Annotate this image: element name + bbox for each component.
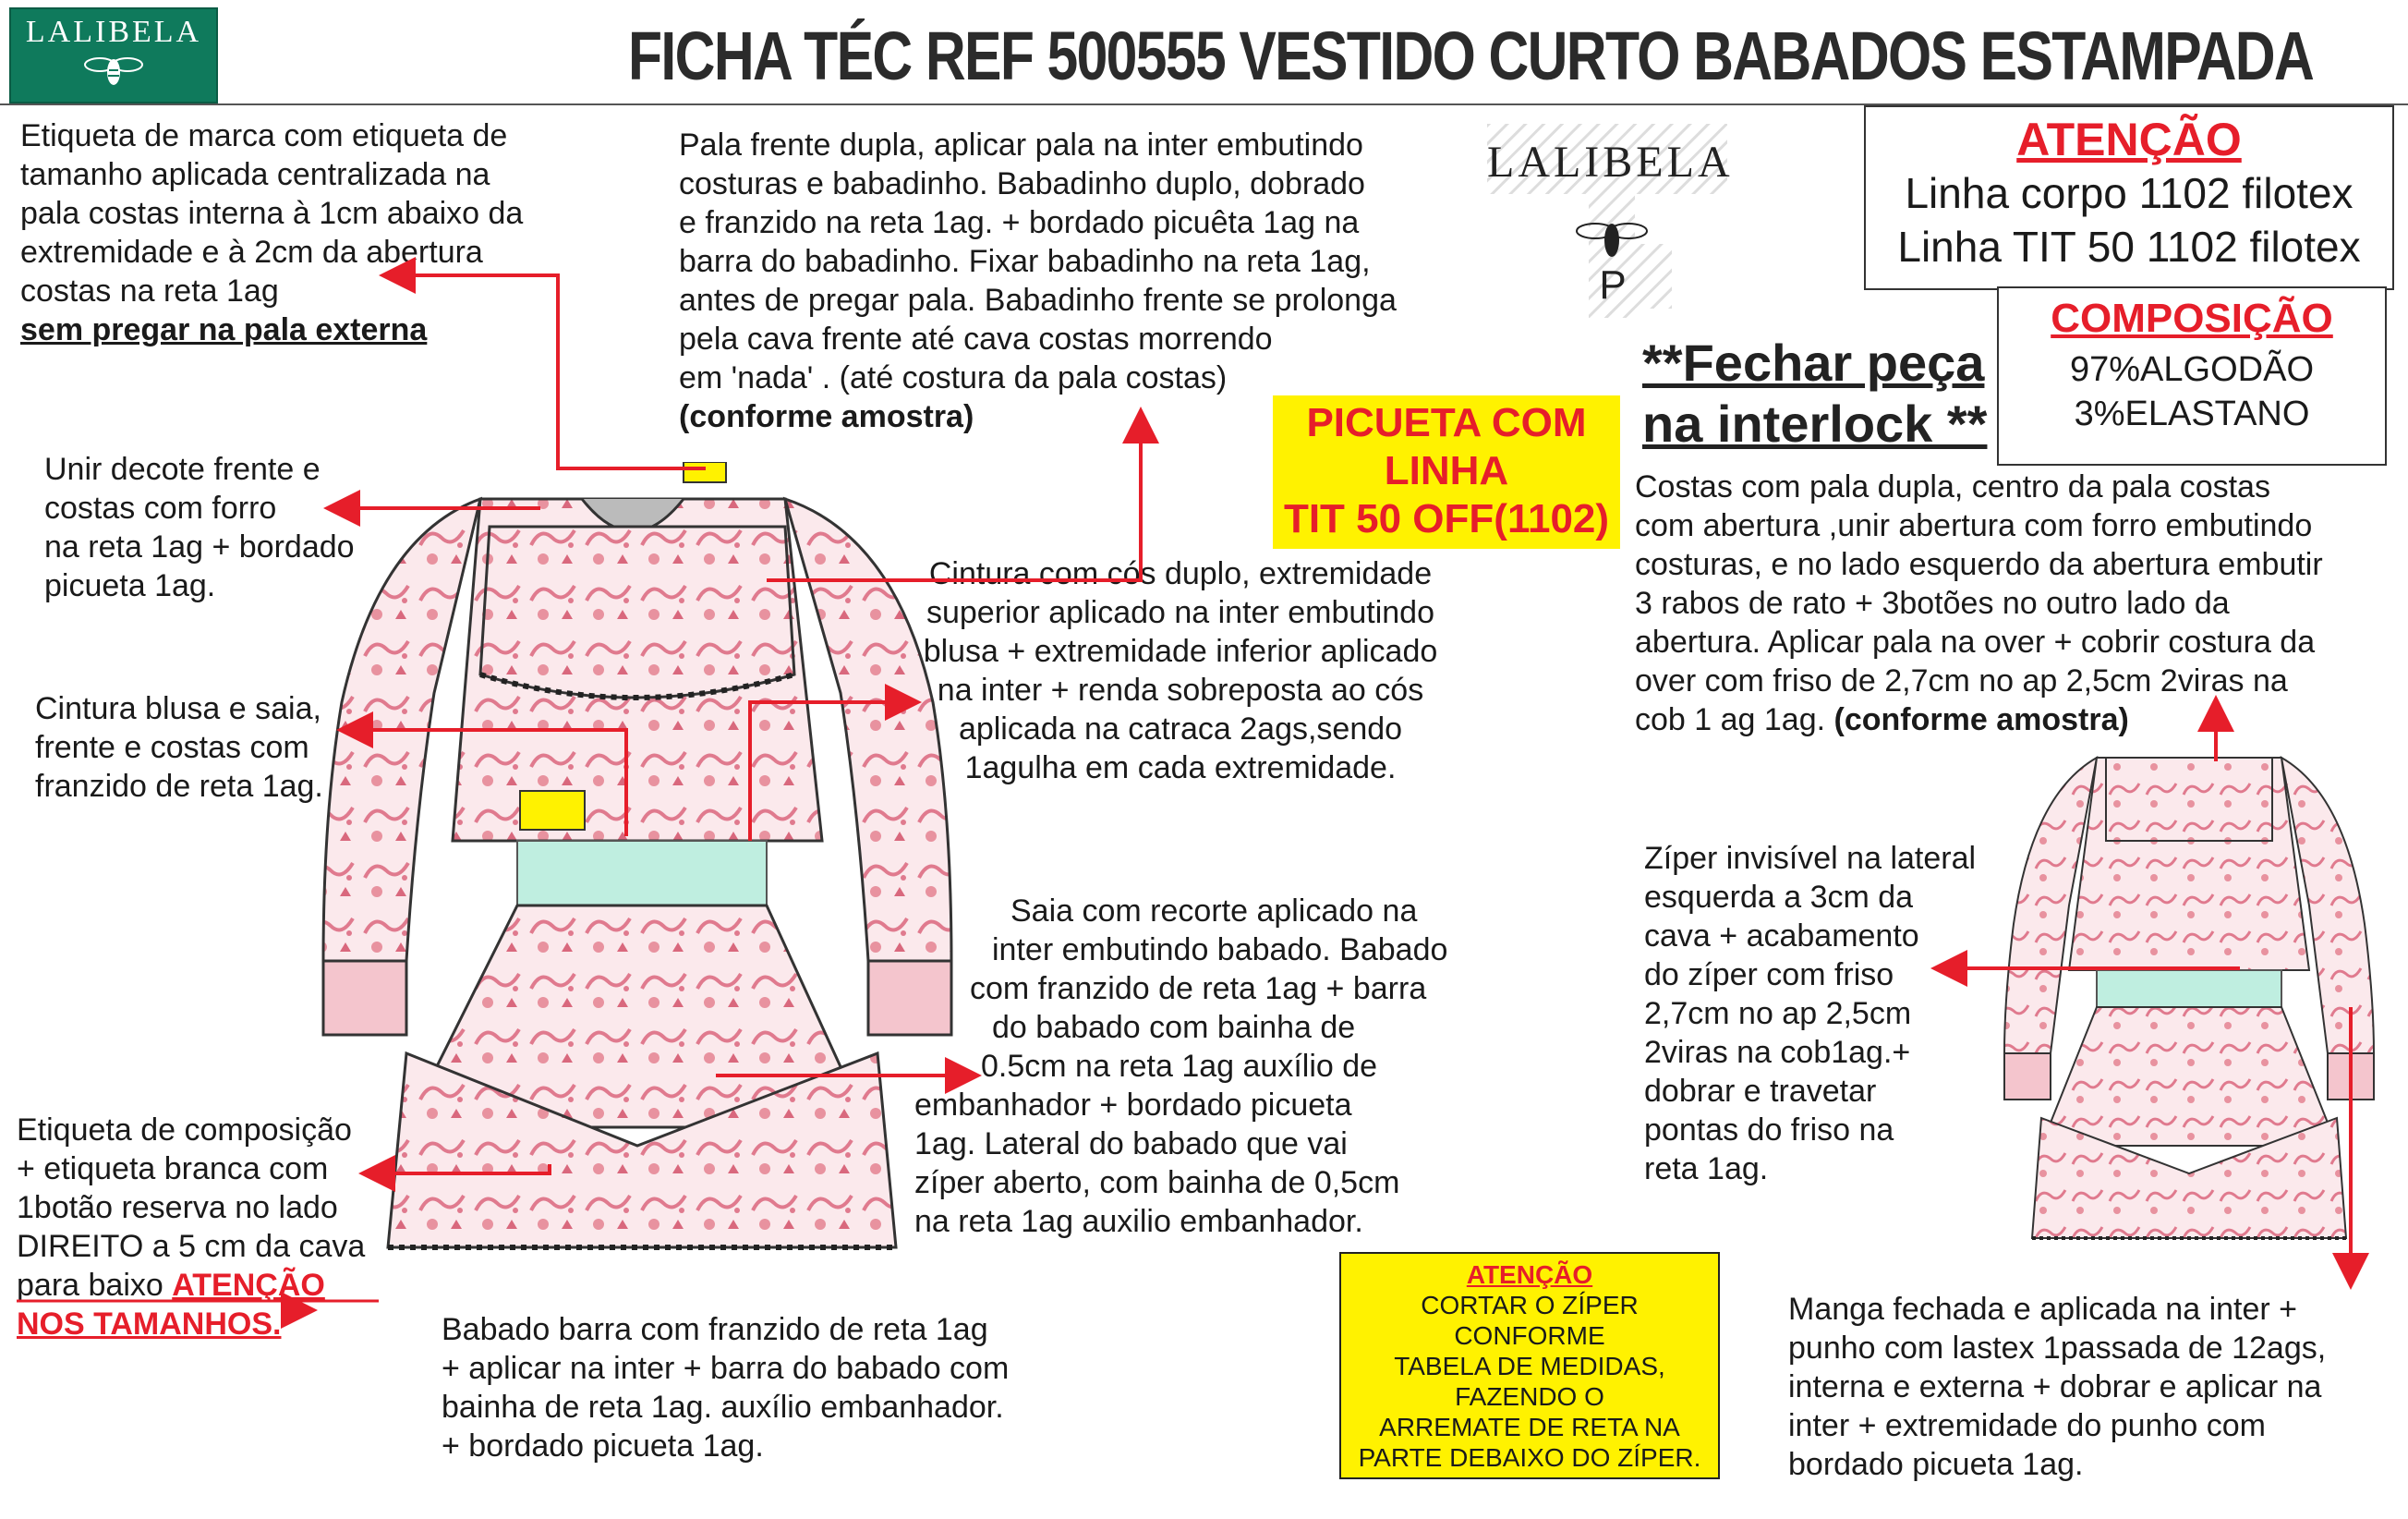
note-line: + aplicar na inter + barra do babado com xyxy=(442,1351,1010,1386)
note-line: costas na reta 1ag xyxy=(20,273,279,309)
note-line: 1agulha em cada extremidade. xyxy=(964,750,1397,785)
note-line: na reta 1ag auxilio embanhador. xyxy=(914,1204,1363,1239)
note-line-bold: (conforme amostra) xyxy=(679,399,974,434)
arrow-brand-label xyxy=(386,275,706,468)
picueta-line-1: PICUETA COM xyxy=(1306,400,1587,445)
arrow-care-label xyxy=(366,1164,550,1173)
note-line: Costas com pala dupla, centro da pala costas xyxy=(1635,469,2270,504)
note-line: over com friso de 2,7cm no ap 2,5cm 2viras na xyxy=(1635,663,2288,699)
note-line: pontas do friso na xyxy=(1644,1112,1894,1148)
note-warning: ATENÇÃO xyxy=(172,1268,325,1303)
note-line: Zíper invisível na lateral xyxy=(1644,841,1977,876)
arrow-waistband xyxy=(750,702,914,841)
note-line: Babado barra com franzido de reta 1ag xyxy=(442,1312,988,1347)
note-line: DIREITO a 5 cm da cava xyxy=(17,1229,366,1264)
note-line: + etiqueta branca com xyxy=(17,1151,329,1186)
arrow-waist-gather xyxy=(344,730,626,836)
note-line: com abertura ,unir abertura com forro embutindo xyxy=(1635,508,2313,543)
note-line-bold: sem pregar na pala externa xyxy=(20,312,428,347)
note-text: para baixo xyxy=(17,1268,163,1303)
note-line: do zíper com friso xyxy=(1644,957,1894,992)
note-line: costas com forro xyxy=(44,491,277,526)
note-line: 1ag. Lateral do babado que vai xyxy=(914,1126,1348,1161)
note-line: frente e costas com xyxy=(35,730,309,765)
note-line: costuras e babadinho. Babadinho duplo, dobrado xyxy=(679,166,1365,201)
note-line: blusa + extremidade inferior aplicado xyxy=(923,634,1438,669)
size-letter: P xyxy=(1599,262,1627,308)
note-line: antes de pregar pala. Babadinho frente se prolonga xyxy=(679,283,1397,318)
brand-logo-text: LALIBELA xyxy=(25,15,202,49)
note-warning: NOS TAMANHOS. xyxy=(17,1306,282,1342)
note-line: embanhador + bordado picueta xyxy=(914,1088,1352,1123)
note-line: cava + acabamento xyxy=(1644,918,1919,954)
note-line: superior aplicado na inter embutindo xyxy=(926,595,1434,630)
note-line: 2viras na cob1ag.+ xyxy=(1644,1035,1911,1070)
note-line: + bordado picueta 1ag. xyxy=(442,1428,764,1464)
picueta-line-2: LINHA xyxy=(1384,448,1509,493)
note-line: Pala frente dupla, aplicar pala na inter embutindo xyxy=(679,128,1363,163)
arrow-front-yoke xyxy=(767,414,1141,580)
zipper-attention-title: ATENÇÃO xyxy=(1466,1260,1593,1289)
note-line: na inter + renda sobreposta ao cós xyxy=(937,673,1424,708)
note-line: na reta 1ag + bordado xyxy=(44,529,355,565)
note-line: dobrar e travetar xyxy=(1644,1074,1877,1109)
center-logo-text: LALIBELA xyxy=(1487,138,1734,187)
note-line: do babado com bainha de xyxy=(992,1010,1356,1045)
note-line: esquerda a 3cm da xyxy=(1644,880,1914,915)
composition-line-2: 3%ELASTANO xyxy=(2074,395,2310,433)
note-line: punho com lastex 1passada de 12ags, xyxy=(1788,1331,2327,1366)
note-line: Cintura blusa e saia, xyxy=(35,691,321,726)
note-line: com franzido de reta 1ag + barra xyxy=(970,971,1427,1006)
note-line: Etiqueta de marca com etiqueta de xyxy=(20,118,508,153)
attention-line-2: Linha TIT 50 1102 filotex xyxy=(1897,223,2361,271)
note-line: costuras, e no lado esquerdo da abertura embutir xyxy=(1635,547,2323,582)
note-line: interna e externa + dobrar e aplicar na xyxy=(1788,1369,2322,1404)
composition-line-1: 97%ALGODÃO xyxy=(2070,350,2314,389)
note-text: cob 1 ag 1ag. xyxy=(1635,702,1826,737)
attention-line-1: Linha corpo 1102 filotex xyxy=(1905,169,2354,217)
note-line: inter embutindo babado. Babado xyxy=(992,932,1448,967)
note-line: franzido de reta 1ag. xyxy=(35,769,323,804)
zipper-attention-line: TABELA DE MEDIDAS, xyxy=(1394,1352,1665,1380)
note-line: Unir decote frente e xyxy=(44,452,321,487)
composition-title: COMPOSIÇÃO xyxy=(2051,296,2333,341)
note-line: aplicada na catraca 2ags,sendo xyxy=(958,711,1403,747)
note-line: pela cava frente até cava costas morrendo xyxy=(679,322,1273,357)
zipper-attention-line: PARTE DEBAIXO DO ZÍPER. xyxy=(1358,1443,1701,1472)
note-line: barra do babadinho. Fixar babadinho na reta 1ag, xyxy=(679,244,1371,279)
picueta-line-3: TIT 50 OFF(1102) xyxy=(1283,496,1610,541)
page-title: FICHA TÉC REF 500555 VESTIDO CURTO BABADOS ESTAMPADA xyxy=(628,18,2314,94)
note-line: e franzido na reta 1ag. + bordado picuêta 1ag na xyxy=(679,205,1360,240)
note-line: Manga fechada e aplicada na inter + xyxy=(1788,1292,2298,1327)
zipper-attention-line: CONFORME xyxy=(1454,1321,1605,1350)
note-line: bainha de reta 1ag. auxílio embanhador. xyxy=(442,1390,1004,1425)
note-line: 0.5cm na reta 1ag auxílio de xyxy=(981,1049,1378,1084)
note-text-bold: (conforme amostra) xyxy=(1833,702,2129,737)
note-line: inter + extremidade do punho com xyxy=(1788,1408,2266,1443)
note-line: 1botão reserva no lado xyxy=(17,1190,338,1225)
note-line: tamanho aplicada centralizada na xyxy=(20,157,490,192)
note-line: pala costas interna à 1cm abaixo da xyxy=(20,196,524,231)
attention-title: ATENÇÃO xyxy=(2016,114,2242,165)
note-line: extremidade e à 2cm da abertura xyxy=(20,235,483,270)
note-line: Cintura com cós duplo, extremidade xyxy=(928,556,1433,591)
note-line: zíper aberto, com bainha de 0,5cm xyxy=(914,1165,1400,1200)
interlock-line-2: na interlock ** xyxy=(1642,395,1988,453)
note-line: 3 rabos de rato + 3botões no outro lado da xyxy=(1635,586,2230,621)
note-line: bordado picueta 1ag. xyxy=(1788,1447,2084,1482)
zipper-attention-line: ARREMATE DE RETA NA xyxy=(1379,1413,1680,1441)
note-line: reta 1ag. xyxy=(1644,1151,1769,1186)
note-line: em 'nada' . (até costura da pala costas) xyxy=(679,360,1228,395)
zipper-attention-line: FAZENDO O xyxy=(1455,1382,1604,1411)
zipper-attention-line: CORTAR O ZÍPER xyxy=(1421,1291,1639,1319)
note-line: Saia com recorte aplicado na xyxy=(1010,893,1418,929)
interlock-line-1: **Fechar peça xyxy=(1642,334,1985,392)
note-line: picueta 1ag. xyxy=(44,568,216,603)
note-line: Etiqueta de composição xyxy=(17,1112,352,1148)
note-line: 2,7cm no ap 2,5cm xyxy=(1644,996,1912,1031)
note-line: abertura. Aplicar pala na over + cobrir costura da xyxy=(1635,625,2316,660)
